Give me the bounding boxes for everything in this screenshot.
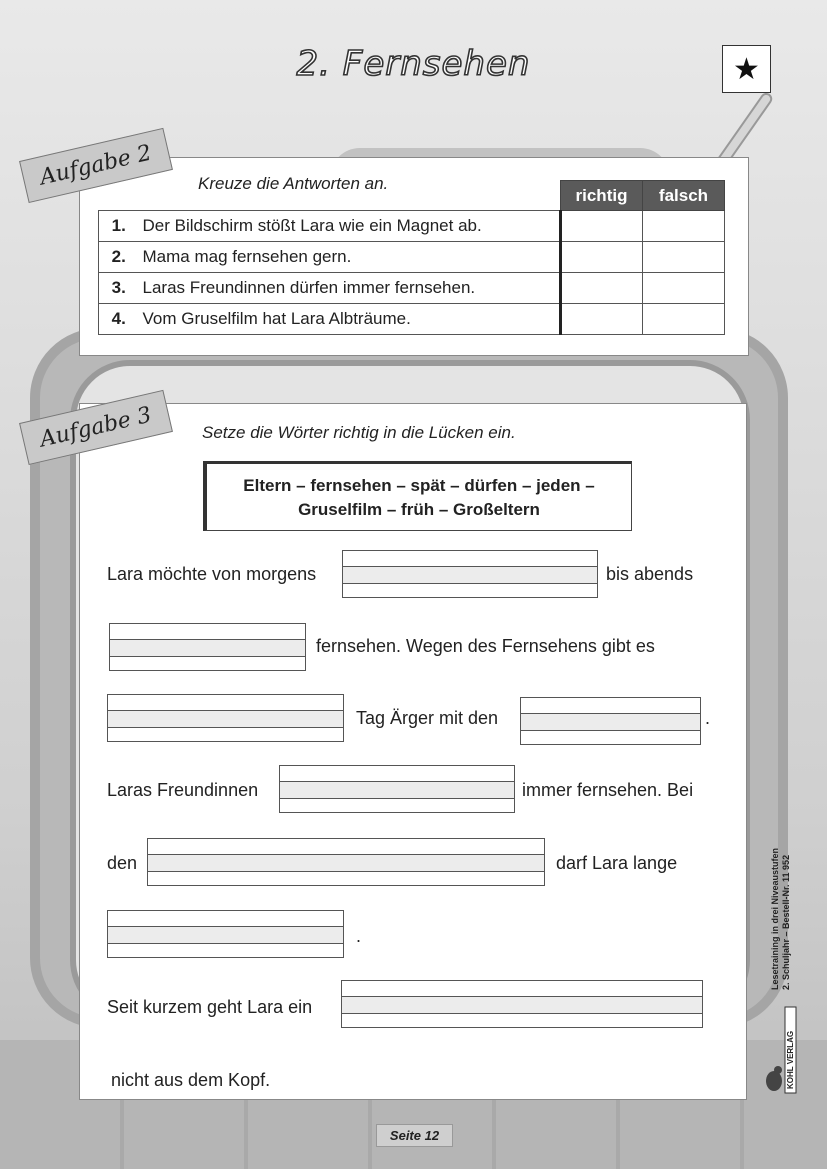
gap-text: fernsehen. Wegen des Fernsehens gibt es xyxy=(316,636,655,656)
richtig-checkbox[interactable] xyxy=(561,211,643,242)
falsch-checkbox[interactable] xyxy=(643,211,725,242)
gap-text: Lara möchte von morgens xyxy=(107,564,317,584)
column-falsch: falsch xyxy=(643,181,725,211)
gap-input[interactable] xyxy=(109,623,306,671)
falsch-checkbox[interactable] xyxy=(643,242,725,273)
aufgabe3-instruction: Setze die Wörter richtig in die Lücken ein. xyxy=(202,423,516,442)
gap-input[interactable] xyxy=(342,550,598,598)
row-statement: Der Bildschirm stößt Lara wie ein Magnet ab. xyxy=(139,211,561,242)
row-statement: Vom Gruselfilm hat Lara Albträume. xyxy=(139,304,561,335)
gap-text: den xyxy=(107,853,138,873)
true-false-table xyxy=(98,180,725,335)
row-number: 3. xyxy=(99,273,139,304)
page-title: 2. Fernsehen xyxy=(296,44,531,84)
richtig-checkbox[interactable] xyxy=(561,304,643,335)
gap-input[interactable] xyxy=(279,765,515,813)
aufgabe2-tag: Aufgabe 2 xyxy=(19,128,172,203)
aufgabe2-instruction: Kreuze die Antworten an. xyxy=(198,174,389,193)
gap-text: nicht aus dem Kopf. xyxy=(111,1070,271,1090)
gap-text: . xyxy=(705,708,711,728)
word-bank-line: Eltern – fernsehen – spät – dürfen – jeden – xyxy=(243,476,595,495)
aufgabe3-tag: Aufgabe 3 xyxy=(19,390,172,465)
gap-text: Laras Freundinnen xyxy=(107,780,259,800)
gap-text: bis abends xyxy=(606,564,694,584)
publisher-logo-text: KOHL VERLAG xyxy=(786,1030,795,1089)
richtig-checkbox[interactable] xyxy=(561,242,643,273)
table-row xyxy=(99,273,725,304)
column-richtig: richtig xyxy=(561,181,643,211)
word-bank xyxy=(203,461,632,531)
gap-text: Tag Ärger mit den xyxy=(356,708,499,728)
row-number: 4. xyxy=(99,304,139,335)
gap-input[interactable] xyxy=(107,694,344,742)
page-number: Seite 12 xyxy=(376,1124,453,1147)
kohl-verlag-logo xyxy=(764,1005,798,1095)
row-number: 2. xyxy=(99,242,139,273)
table-row xyxy=(99,242,725,273)
richtig-checkbox[interactable] xyxy=(561,273,643,304)
publisher-info xyxy=(770,740,792,990)
table-row xyxy=(99,304,725,335)
row-number: 1. xyxy=(99,211,139,242)
star-icon: ★ xyxy=(722,45,771,93)
gap-text: . xyxy=(356,926,362,946)
gap-input[interactable] xyxy=(341,980,703,1028)
publisher-info-line: Lesetraining in drei Niveaustufen xyxy=(770,847,780,990)
falsch-checkbox[interactable] xyxy=(643,304,725,335)
gap-text: Seit kurzem geht Lara ein xyxy=(107,997,313,1017)
gap-text: darf Lara lange xyxy=(556,853,678,873)
publisher-info-line: 2. Schuljahr – Bestell-Nr. 11 952 xyxy=(781,854,791,990)
gap-text: immer fernsehen. Bei xyxy=(522,780,694,800)
row-statement: Mama mag fernsehen gern. xyxy=(139,242,561,273)
word-bank-line: Gruselfilm – früh – Großeltern xyxy=(298,500,540,519)
gap-input[interactable] xyxy=(107,910,344,958)
gap-input[interactable] xyxy=(520,697,701,745)
table-row xyxy=(99,211,725,242)
row-statement: Laras Freundinnen dürfen immer fernsehen. xyxy=(139,273,561,304)
falsch-checkbox[interactable] xyxy=(643,273,725,304)
gap-input[interactable] xyxy=(147,838,545,886)
